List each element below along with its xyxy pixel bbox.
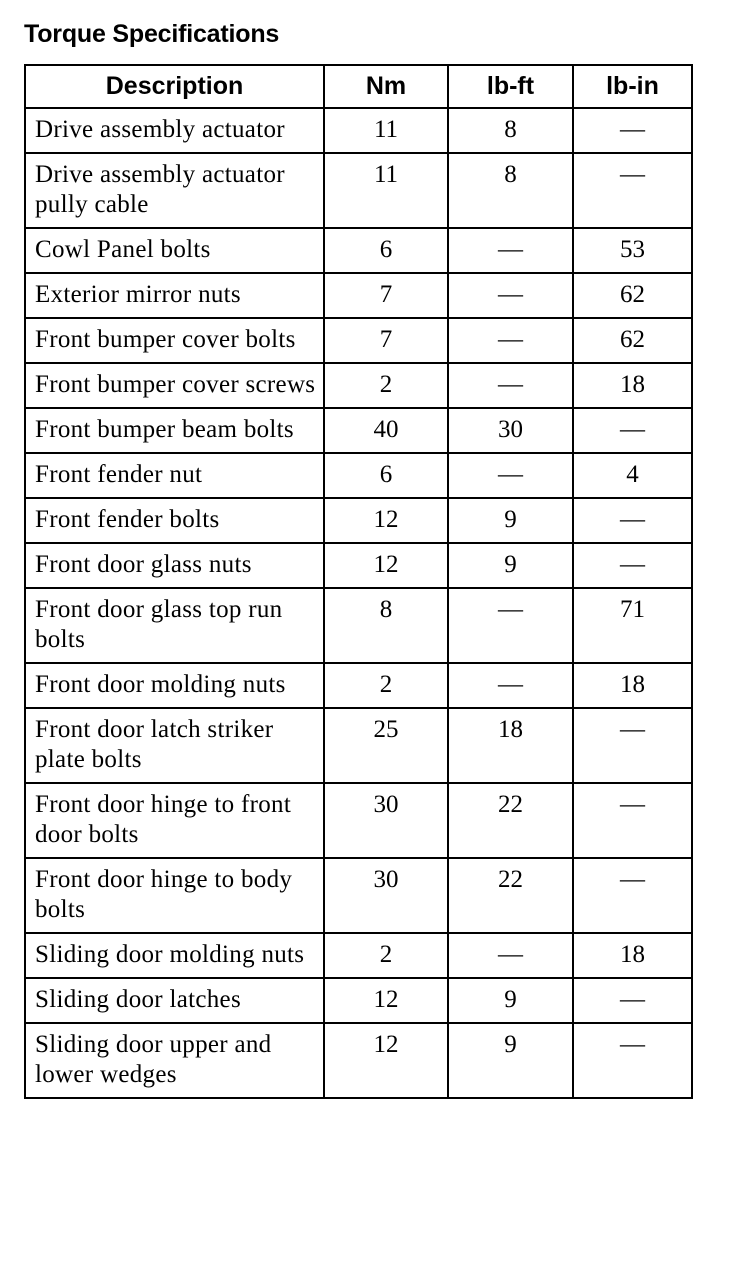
cell-lb-ft: 18 bbox=[448, 708, 573, 783]
torque-spec-table bbox=[24, 64, 693, 1099]
cell-description: Sliding door latches bbox=[25, 978, 324, 1023]
cell-lb-ft: 9 bbox=[448, 498, 573, 543]
cell-lb-in: — bbox=[573, 108, 692, 153]
table-row bbox=[25, 228, 692, 273]
cell-lb-in: 71 bbox=[573, 588, 692, 663]
cell-lb-ft: 22 bbox=[448, 783, 573, 858]
cell-nm: 2 bbox=[324, 933, 448, 978]
table-row bbox=[25, 858, 692, 933]
cell-description: Front door glass top run bolts bbox=[25, 588, 324, 663]
cell-description: Cowl Panel bolts bbox=[25, 228, 324, 273]
cell-description: Front door hinge to body bolts bbox=[25, 858, 324, 933]
table-body bbox=[25, 108, 692, 1098]
cell-description: Drive assembly actuator bbox=[25, 108, 324, 153]
cell-nm: 30 bbox=[324, 783, 448, 858]
cell-lb-in: — bbox=[573, 408, 692, 453]
cell-lb-ft: — bbox=[448, 318, 573, 363]
cell-lb-in: 4 bbox=[573, 453, 692, 498]
cell-lb-in: — bbox=[573, 708, 692, 783]
column-header-nm: Nm bbox=[324, 65, 448, 108]
cell-lb-in: 18 bbox=[573, 663, 692, 708]
table-row bbox=[25, 273, 692, 318]
cell-description: Front door hinge to front door bolts bbox=[25, 783, 324, 858]
table-row bbox=[25, 408, 692, 453]
table-row bbox=[25, 498, 692, 543]
cell-lb-ft: — bbox=[448, 663, 573, 708]
cell-description: Front bumper cover bolts bbox=[25, 318, 324, 363]
table-row bbox=[25, 708, 692, 783]
cell-lb-in: — bbox=[573, 543, 692, 588]
table-row bbox=[25, 543, 692, 588]
cell-nm: 8 bbox=[324, 588, 448, 663]
cell-lb-in: 62 bbox=[573, 318, 692, 363]
table-row bbox=[25, 663, 692, 708]
cell-lb-in: 62 bbox=[573, 273, 692, 318]
cell-lb-ft: — bbox=[448, 273, 573, 318]
cell-nm: 12 bbox=[324, 543, 448, 588]
table-row bbox=[25, 453, 692, 498]
cell-lb-ft: — bbox=[448, 453, 573, 498]
cell-lb-in: — bbox=[573, 153, 692, 228]
column-header-lb-in: lb-in bbox=[573, 65, 692, 108]
column-header-lb-ft: lb-ft bbox=[448, 65, 573, 108]
cell-nm: 12 bbox=[324, 978, 448, 1023]
cell-lb-ft: — bbox=[448, 363, 573, 408]
table-row bbox=[25, 933, 692, 978]
cell-lb-ft: — bbox=[448, 588, 573, 663]
cell-lb-ft: 30 bbox=[448, 408, 573, 453]
cell-description: Drive assembly actuator pully cable bbox=[25, 153, 324, 228]
cell-lb-in: — bbox=[573, 783, 692, 858]
cell-lb-ft: — bbox=[448, 933, 573, 978]
cell-nm: 6 bbox=[324, 228, 448, 273]
page-title: Torque Specifications bbox=[24, 20, 280, 48]
table-row bbox=[25, 318, 692, 363]
cell-nm: 7 bbox=[324, 273, 448, 318]
cell-description: Front bumper cover screws bbox=[25, 363, 324, 408]
cell-lb-ft: 8 bbox=[448, 108, 573, 153]
cell-lb-ft: 22 bbox=[448, 858, 573, 933]
column-header-description: Description bbox=[25, 65, 324, 108]
cell-nm: 7 bbox=[324, 318, 448, 363]
cell-lb-in: — bbox=[573, 858, 692, 933]
table-row bbox=[25, 588, 692, 663]
cell-description: Front fender nut bbox=[25, 453, 324, 498]
table-row bbox=[25, 1023, 692, 1098]
cell-description: Front bumper beam bolts bbox=[25, 408, 324, 453]
cell-lb-in: — bbox=[573, 978, 692, 1023]
cell-lb-in: — bbox=[573, 498, 692, 543]
cell-description: Front fender bolts bbox=[25, 498, 324, 543]
cell-nm: 40 bbox=[324, 408, 448, 453]
cell-nm: 25 bbox=[324, 708, 448, 783]
cell-nm: 2 bbox=[324, 363, 448, 408]
cell-nm: 12 bbox=[324, 1023, 448, 1098]
table-row bbox=[25, 153, 692, 228]
cell-nm: 11 bbox=[324, 108, 448, 153]
cell-description: Front door molding nuts bbox=[25, 663, 324, 708]
cell-description: Exterior mirror nuts bbox=[25, 273, 324, 318]
table-row bbox=[25, 783, 692, 858]
cell-lb-ft: 9 bbox=[448, 1023, 573, 1098]
cell-lb-in: 18 bbox=[573, 933, 692, 978]
table-row bbox=[25, 363, 692, 408]
cell-lb-ft: 9 bbox=[448, 978, 573, 1023]
cell-lb-in: — bbox=[573, 1023, 692, 1098]
cell-lb-in: 18 bbox=[573, 363, 692, 408]
cell-nm: 2 bbox=[324, 663, 448, 708]
cell-lb-ft: — bbox=[448, 228, 573, 273]
cell-description: Sliding door upper and lower wedges bbox=[25, 1023, 324, 1098]
cell-nm: 6 bbox=[324, 453, 448, 498]
cell-nm: 30 bbox=[324, 858, 448, 933]
table-row bbox=[25, 108, 692, 153]
cell-lb-ft: 9 bbox=[448, 543, 573, 588]
cell-nm: 11 bbox=[324, 153, 448, 228]
cell-lb-in: 53 bbox=[573, 228, 692, 273]
cell-description: Sliding door molding nuts bbox=[25, 933, 324, 978]
cell-nm: 12 bbox=[324, 498, 448, 543]
table-header-row bbox=[25, 65, 692, 108]
cell-description: Front door latch striker plate bolts bbox=[25, 708, 324, 783]
cell-lb-ft: 8 bbox=[448, 153, 573, 228]
table-row bbox=[25, 978, 692, 1023]
cell-description: Front door glass nuts bbox=[25, 543, 324, 588]
